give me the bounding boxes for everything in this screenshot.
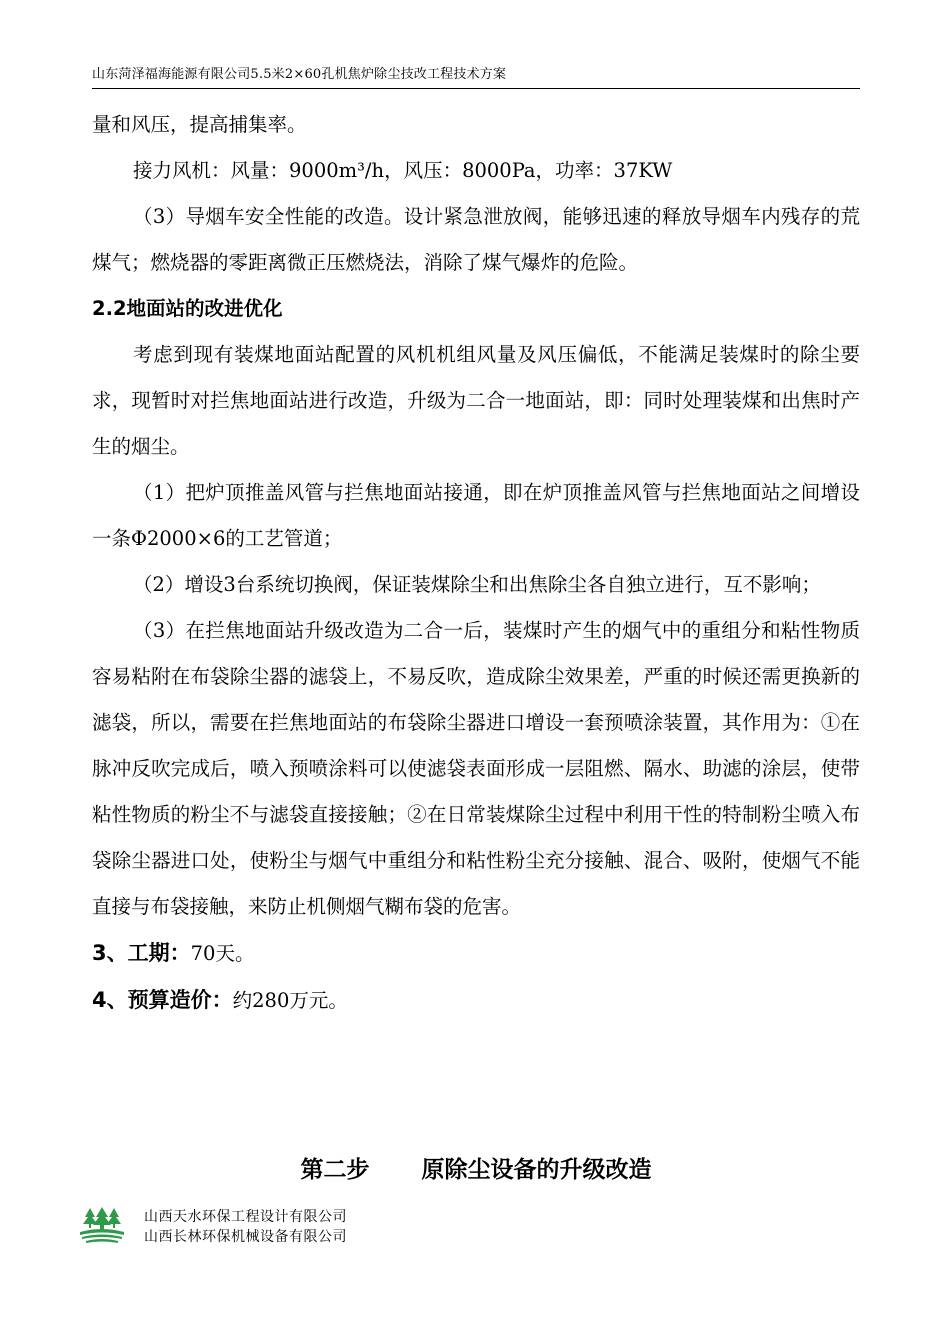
section-name: 原除尘设备的升级改造 — [421, 1157, 652, 1183]
paragraph-item-1: （1）把炉顶推盖风管与拦焦地面站接通，即在炉顶推盖风管与拦焦地面站之间增设一条Φ2000×6的工艺管道； — [92, 481, 860, 550]
budget-label: 4、预算造价： — [92, 988, 233, 1012]
section-heading-2-2: 2.2地面站的改进优化 — [92, 297, 283, 320]
page-header: 山东菏泽福海能源有限公司5.5米2×60孔机焦炉除尘技改工程技术方案 — [92, 67, 507, 82]
page-footer — [78, 1206, 478, 1256]
section-step: 第二步 — [300, 1157, 370, 1183]
footer-companies — [144, 1207, 347, 1247]
budget-cost — [92, 977, 860, 1024]
paragraph-item-2: （2）增设3台系统切换阀，保证装煤除尘和出焦除尘各自独立进行，互不影响； — [133, 573, 821, 596]
header-divider — [92, 88, 860, 89]
section-title — [92, 1150, 860, 1190]
construction-period — [92, 930, 860, 977]
company-logo-icon — [78, 1206, 126, 1246]
footer-company-2: 山西长林环保机械设备有限公司 — [144, 1229, 347, 1245]
period-label: 3、工期： — [92, 941, 191, 965]
paragraph-continuation: 量和风压，提高捕集率。 — [92, 113, 307, 136]
footer-company-1: 山西天水环保工程设计有限公司 — [144, 1209, 347, 1225]
budget-value: 约280万元。 — [232, 989, 348, 1012]
paragraph-fan-spec: 接力风机：风量：9000m³/h，风压：8000Pa，功率：37KW — [133, 159, 673, 182]
paragraph-item-3: （3）在拦焦地面站升级改造为二合一后，装煤时产生的烟气中的重组分和粘性物质容易粘附在布袋除尘器的滤袋上，不易反吹，造成除尘效果差，严重的时候还需更换新的滤袋，所以，需要在拦焦地面站的布袋除尘器进口增设一套预喷涂装置，其作用为：①在脉冲反吹完成后，喷入预喷涂料可以使滤袋表面形成一层阻燃、隔水、助滤的涂层，使带粘性物质的粉尘不与滤袋直接接触；②在日常装煤除尘过程中利用干性的特制粉尘喷入布袋除尘器进口处，使粉尘与烟气中重组分和粘性粉尘充分接触、混合、吸附，使烟气不能直接与布袋接触，来防止机侧烟气糊布袋的危害。 — [92, 619, 860, 918]
paragraph-ground-station: 考虑到现有装煤地面站配置的风机机组风量及风压偏低，不能满足装煤时的除尘要求，现暂时对拦焦地面站进行改造，升级为二合一地面站，即：同时处理装煤和出焦时产生的烟尘。 — [92, 343, 860, 458]
paragraph-safety: （3）导烟车安全性能的改造。设计紧急泄放阀，能够迅速的释放导烟车内残存的荒煤气；燃烧器的零距离微正压燃烧法，消除了煤气爆炸的危险。 — [92, 205, 860, 274]
document-body — [92, 102, 860, 1024]
period-value: 70天。 — [190, 942, 255, 965]
